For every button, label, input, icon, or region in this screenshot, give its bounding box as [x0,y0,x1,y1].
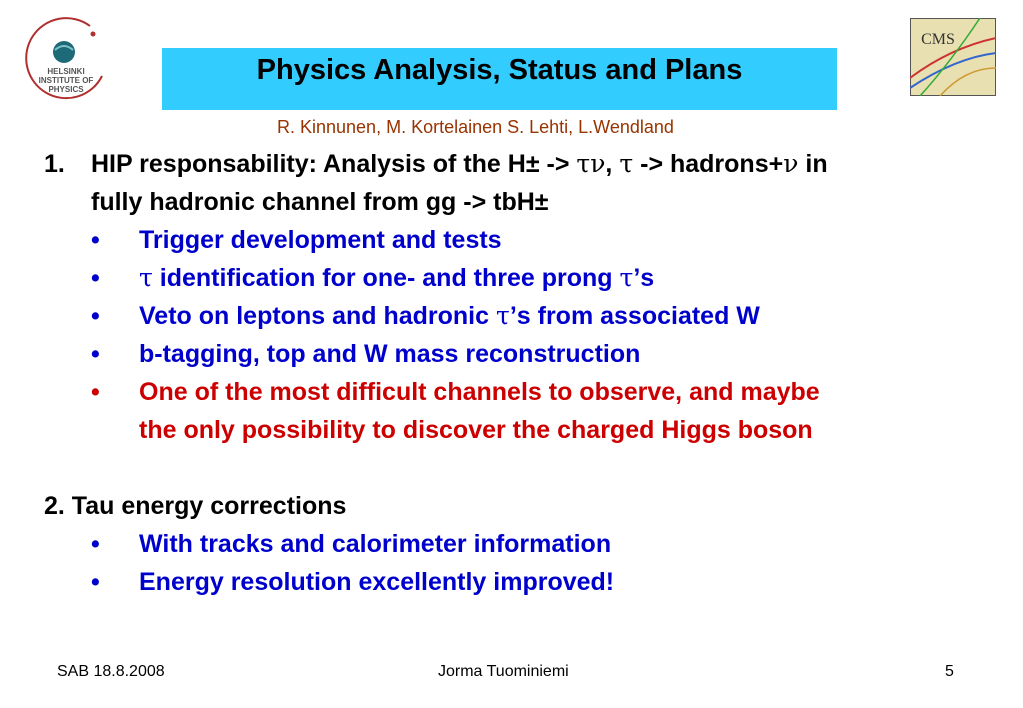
slide-body [44,145,1019,601]
hip-logo-text-1: HELSINKI [47,67,85,76]
hip-logo-text-2: INSTITUTE OF [38,76,94,85]
hip-logo [20,14,112,106]
bullet-icon: • [91,568,100,596]
footer-date: SAB 18.8.2008 [57,663,165,680]
bullet-item [44,335,1019,373]
tau-symbol: τ [619,149,634,178]
bullet-item [44,525,1019,563]
cms-logo-text: CMS [921,31,955,48]
section2-heading: 2. Tau energy corrections [44,492,347,520]
bullet-text: Veto on leptons and hadronic τ’s from associated W [139,301,760,330]
authors: R. Kinnunen, M. Kortelainen S. Lehti, L.Wendland [277,117,674,137]
cms-logo [910,18,996,96]
section1-heading-line2: fully hadronic channel from gg -> tbH± [91,188,549,216]
section1-line1-text: HIP responsability: Analysis of the H± -> τν, τ -> hadrons+ν in [91,149,828,178]
page-number: 5 [945,663,954,680]
hip-logo-text-3: PHYSICS [48,85,84,94]
bullet-icon: • [91,378,100,406]
bullet-item-highlight [44,373,1019,411]
bullet-text: With tracks and calorimeter information [139,530,612,558]
bullet-text: Energy resolution excellently improved! [139,568,615,596]
bullet-text: b-tagging, top and W mass reconstruction [139,340,641,368]
bullet-text: Trigger development and tests [139,226,502,254]
bullet-item [44,221,1019,259]
tau-symbol: τ [139,263,153,292]
tau-symbol: τ [495,301,510,330]
spacer [44,449,1019,487]
tau-symbol: τ [576,149,591,178]
bullet-text: One of the most difficult channels to observe, and maybe [139,378,820,406]
bullet-icon: • [91,226,100,254]
bullet-item [44,259,1019,297]
section1-number: 1. [44,150,65,178]
bullet-icon: • [91,340,100,368]
bullet-item [44,297,1019,335]
tau-symbol: τ [619,263,634,292]
section1-heading-line1 [44,145,1019,183]
bullet-text-continuation: the only possibility to discover the charged Higgs boson [139,416,813,444]
nu-symbol: ν [590,149,606,178]
bullet-text: τ identification for one- and three prong τ’s [139,263,655,292]
footer-author: Jorma Tuominiemi [438,663,569,680]
bullet-icon: • [91,530,100,558]
nu-symbol: ν [783,149,799,178]
bullet-item [44,563,1019,601]
bullet-icon: • [91,264,100,292]
title-banner [162,48,837,110]
bullet-icon: • [91,302,100,330]
page-title: Physics Analysis, Status and Plans [256,54,743,86]
